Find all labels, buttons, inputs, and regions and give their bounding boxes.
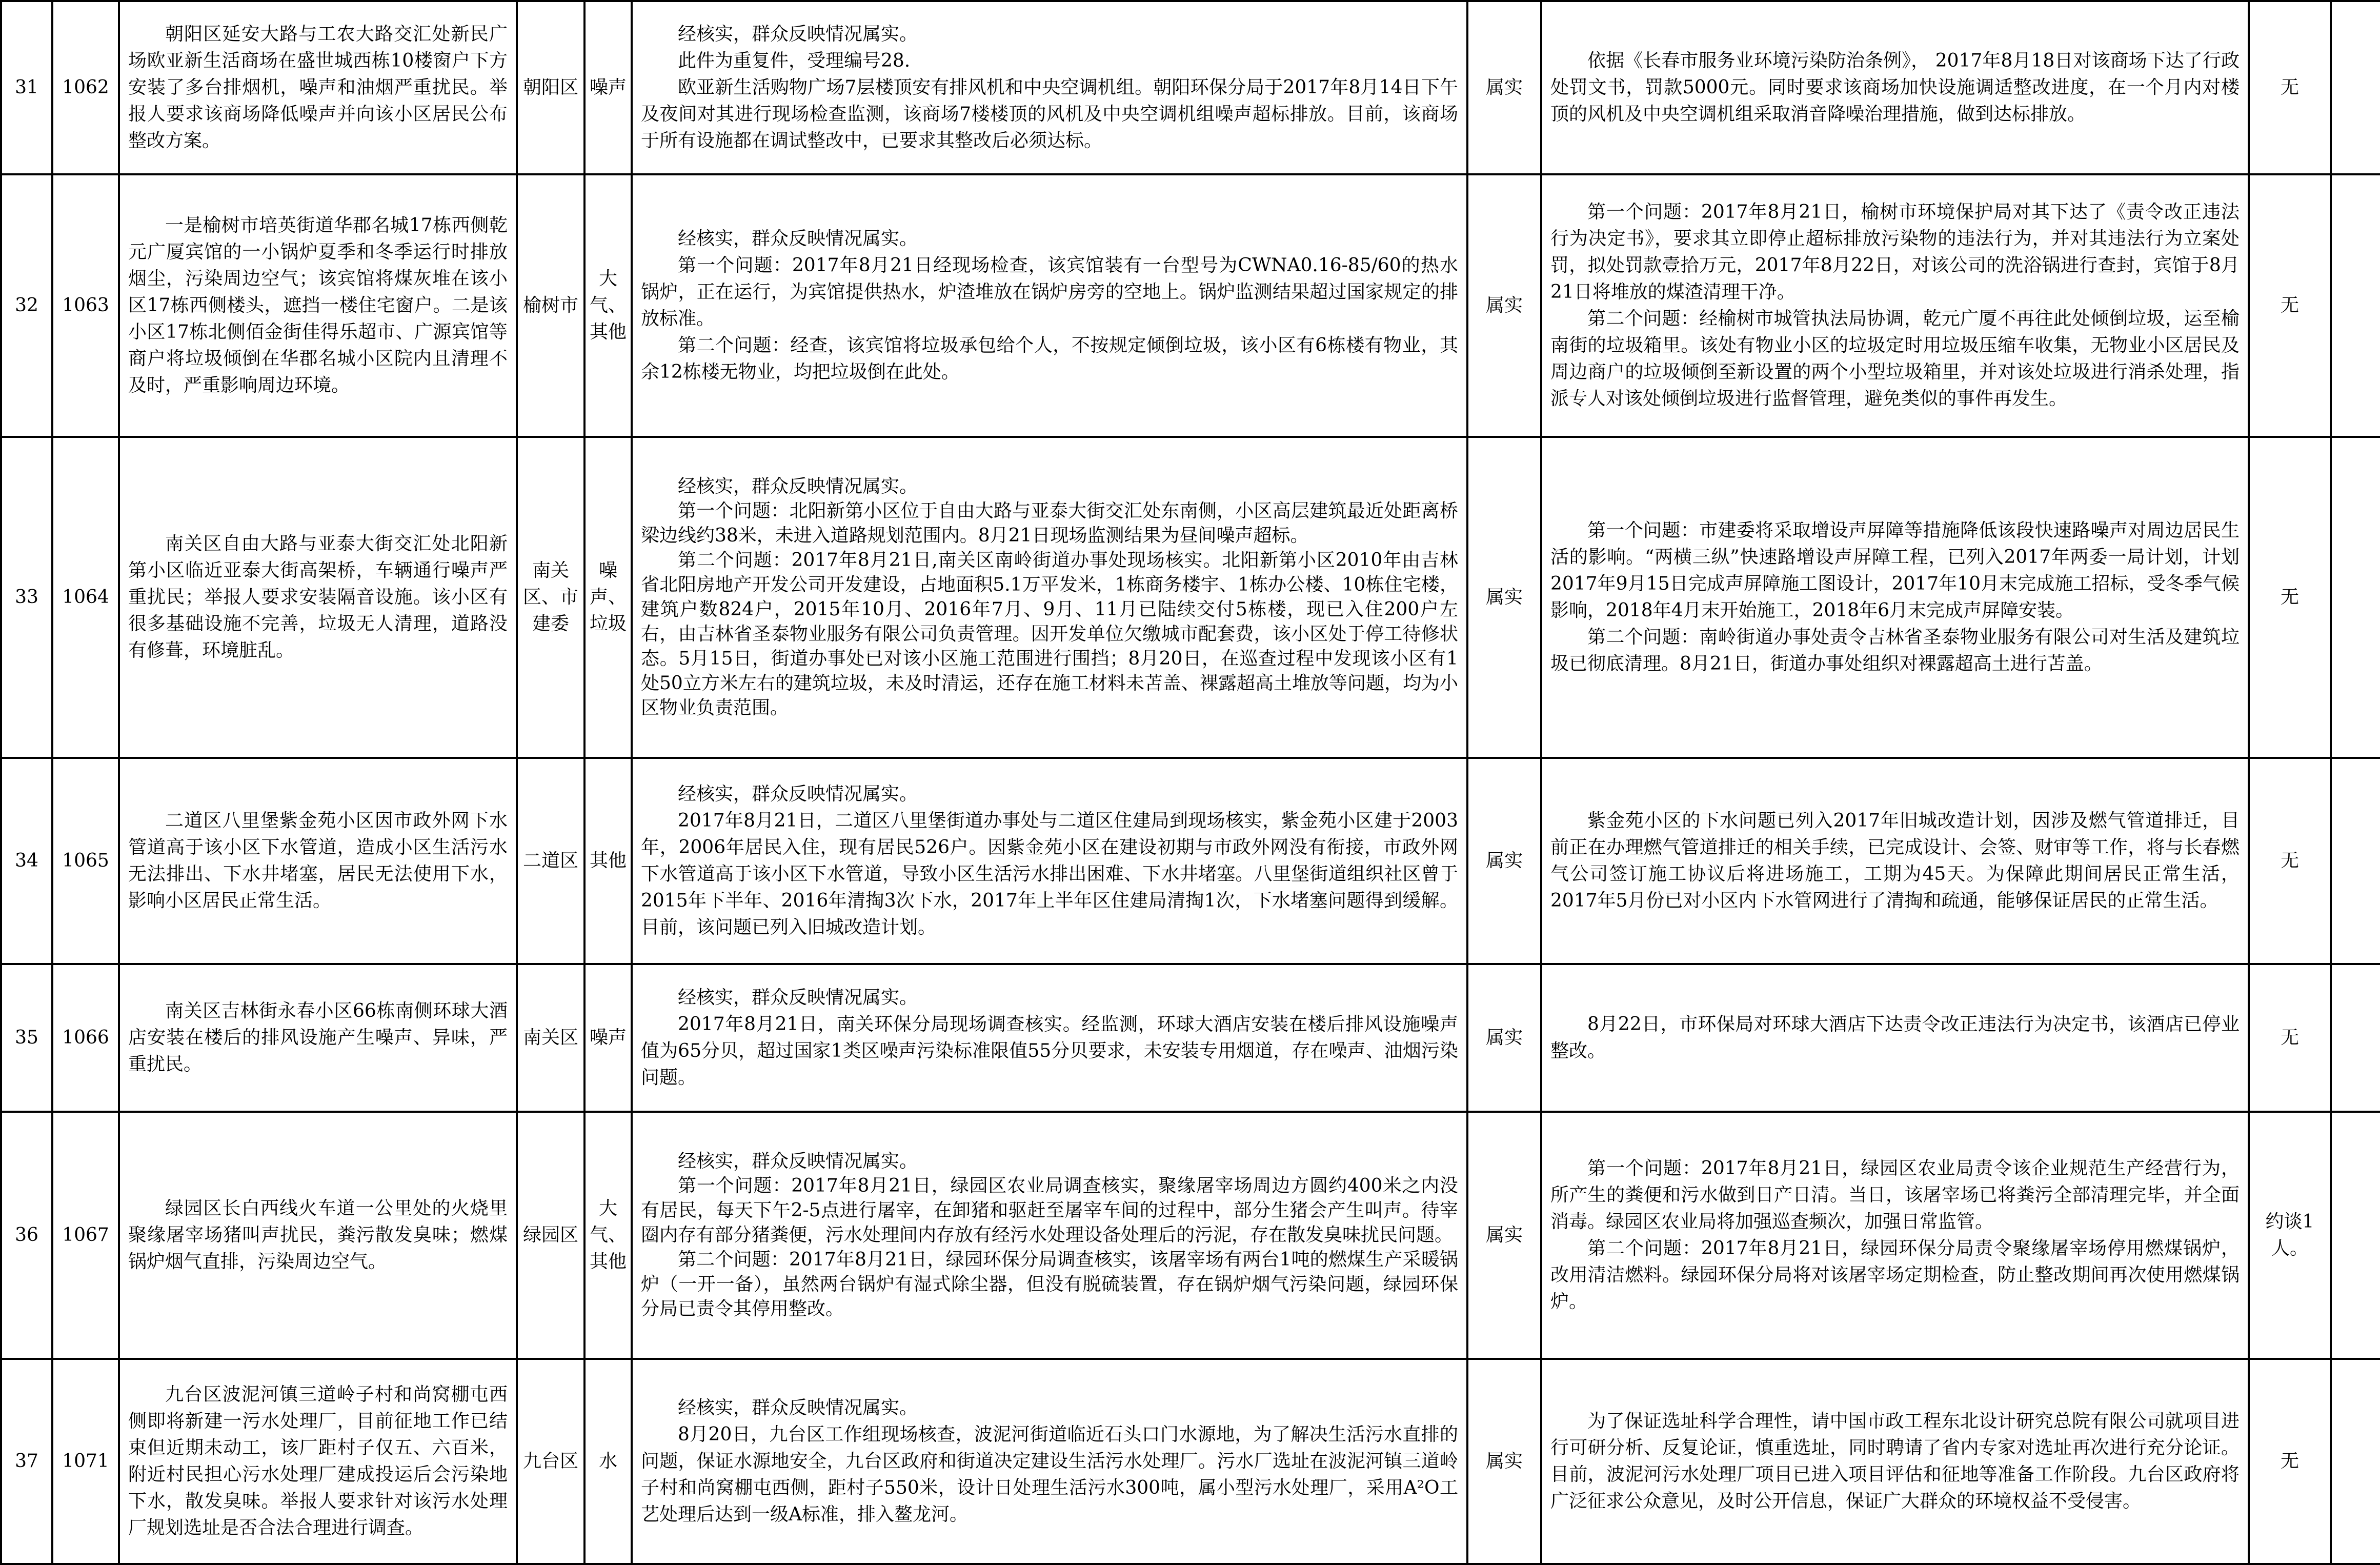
handling-text: 第一个问题：2017年8月21日，榆树市环境保护局对其下达了《责令改正违法行为决定书》，要求其立即停止超标排放污染物的违法行为，并对其违法行为立案处罚，拟处罚款壹拾万元，2017年8月22日，对该公司的洗浴锅进行查封，宾馆于8月21日将堆放的煤渣清理干净。: [1550, 202, 2240, 303]
handling-cell: [1541, 1, 2249, 174]
findings-cell: [632, 1112, 1467, 1359]
type-cell: 噪声: [584, 1, 632, 174]
seq-cell: 35: [1, 964, 52, 1112]
findings-text: 经核实，群众反映情况属实。: [678, 24, 918, 45]
findings-text: 欧亚新生活购物广场7层楼顶安有排风机和中央空调机组。朝阳环保分局于2017年8月14日下午及夜间对其进行现场检查监测，该商场7楼楼顶的风机及中央空调机组噪声超标排放。目前，该商场于所有设施都在调试整改中，已要求其整改后必须达标。: [641, 77, 1458, 151]
handling-text: 紫金苑小区的下水问题已列入2017年旧城改造计划，因涉及燃气管道排迁，目前正在办理燃气管道排迁的相关手续，已完成设计、会签、财审等工作，将与长春燃气公司签订施工协议后将进场施工，工期为45天。为保障此期间居民正常生活，2017年5月份已对小区内下水管网进行了清掏和疏通，能够保证居民的正常生活。: [1550, 810, 2240, 911]
blank-cell: [2331, 964, 2380, 1112]
complaint-cell: [119, 1359, 517, 1564]
findings-text: 经核实，群众反映情况属实。: [678, 1151, 918, 1172]
complaint-text: 二道区八里堡紫金苑小区因市政外网下水管道高于该小区下水管道，造成小区生活污水无法排出、下水井堵塞，居民无法使用下水，影响小区居民正常生活。: [128, 810, 508, 911]
findings-cell: [632, 964, 1467, 1112]
findings-text: 第二个问题：2017年8月21日,南关区南岭街道办事处现场核实。北阳新第小区2010年由吉林省北阳房地产开发公司开发建设，占地面积5.1万平发米，1栋商务楼宇、1栋办公楼、10栋住宅楼，建筑户数824户，2015年10月、2016年7月、9月、11月已陆续交付5栋楼，现已入住200户左右，由吉林省圣泰物业服务有限公司负责管理。因开发单位欠缴城市配套费，该小区处于停工待修状态。5月15日，街道办事处已对该小区施工范围进行围挡；8月20日，在巡查过程中发现该小区有1处50立方米左右的建筑垃圾，未及时清运，还存在施工材料未苫盖、裸露超高土堆放等问题，均为小区物业负责范围。: [641, 550, 1458, 718]
district-cell: 南关区、市建委: [517, 437, 584, 758]
handling-text: 8月22日，市环保局对环球大酒店下达责令改正违法行为决定书，该酒店已停业整改。: [1550, 1014, 2240, 1061]
complaint-text: 一是榆树市培英街道华郡名城17栋西侧乾元广厦宾馆的一小锅炉夏季和冬季运行时排放烟尘，污染周边空气；该宾馆将煤灰堆在该小区17栋西侧楼头，遮挡一楼住宅窗户。二是该小区17栋北侧佰金街佳得乐超市、广源宾馆等商户将垃圾倾倒在华郡名城小区院内且清理不及时，严重影响周边环境。: [128, 215, 508, 396]
handling-text: 为了保证选址科学合理性，请中国市政工程东北设计研究总院有限公司就项目进行可研分析、反复论证，慎重选址，同时聘请了省内专家对选址再次进行充分论证。目前，波泥河污水处理厂项目已进入项目评估和征地等准备工作阶段。九台区政府将广泛征求公众意见，及时公开信息，保证广大群众的环境权益不受侵害。: [1550, 1411, 2240, 1512]
seq-cell: 33: [1, 437, 52, 758]
district-cell: 九台区: [517, 1359, 584, 1564]
handling-cell: [1541, 1359, 2249, 1564]
accountability-cell: 无: [2249, 174, 2331, 437]
table-row: [1, 1, 2380, 174]
handling-text: 第二个问题：2017年8月21日，绿园环保分局责令聚缘屠宰场停用燃煤锅炉，改用清洁燃料。绿园环保分局将对该屠宰场定期检查，防止整改期间再次使用燃煤锅炉。: [1550, 1238, 2240, 1312]
findings-cell: [632, 1, 1467, 174]
table-row: [1, 964, 2380, 1112]
id-cell: 1066: [52, 964, 119, 1112]
table-row: [1, 437, 2380, 758]
findings-text: 经核实，群众反映情况属实。: [678, 1397, 918, 1418]
district-cell: 绿园区: [517, 1112, 584, 1359]
findings-text: 第二个问题：经查，该宾馆将垃圾承包给个人，不按规定倾倒垃圾，该小区有6栋楼有物业，其余12栋楼无物业，均把垃圾倒在此处。: [641, 335, 1458, 383]
findings-cell: [632, 758, 1467, 964]
findings-text: 经核实，群众反映情况属实。: [678, 476, 918, 497]
findings-text: 经核实，群众反映情况属实。: [678, 784, 918, 805]
findings-text: 第一个问题：2017年8月21日经现场检查，该宾馆装有一台型号为CWNA0.16-85/60的热水锅炉，正在运行，为宾馆提供热水，炉渣堆放在锅炉房旁的空地上。锅炉监测结果超过国家规定的排放标准。: [641, 255, 1458, 329]
verdict-cell: 属实: [1467, 1112, 1541, 1359]
id-cell: 1065: [52, 758, 119, 964]
complaint-cell: [119, 758, 517, 964]
findings-text: 第一个问题：2017年8月21日，绿园区农业局调查核实，聚缘屠宰场周边方圆约400米之内没有居民，每天下午2-5点进行屠宰，在卸猪和驱赶至屠宰车间的过程中，部分生猪会产生叫声。待宰圈内存有部分猪粪便，污水处理间内存放有经污水处理设备处理后的污泥，存在散发臭味扰民问题。: [641, 1175, 1458, 1246]
blank-cell: [2331, 1112, 2380, 1359]
seq-cell: 34: [1, 758, 52, 964]
verdict-cell: 属实: [1467, 437, 1541, 758]
handling-cell: [1541, 437, 2249, 758]
handling-text: 第一个问题：2017年8月21日，绿园区农业局责令该企业规范生产经营行为，所产生的粪便和污水做到日产日清。当日，该屠宰场已将粪污全部清理完毕，并全面消毒。绿园区农业局将加强巡查频次，加强日常监管。: [1550, 1158, 2240, 1232]
handling-text: 第二个问题：南岭街道办事处责令吉林省圣泰物业服务有限公司对生活及建筑垃圾已彻底清理。8月21日，街道办事处组织对裸露超高土进行苫盖。: [1550, 627, 2240, 674]
table-row: [1, 758, 2380, 964]
blank-cell: [2331, 437, 2380, 758]
findings-text: 经核实，群众反映情况属实。: [678, 228, 918, 249]
complaint-cell: [119, 1112, 517, 1359]
handling-cell: [1541, 964, 2249, 1112]
type-cell: 大气、其他: [584, 174, 632, 437]
complaint-text: 南关区自由大路与亚泰大街交汇处北阳新第小区临近亚泰大街高架桥，车辆通行噪声严重扰民；举报人要求安装隔音设施。该小区有很多基础设施不完善，垃圾无人清理，道路没有修葺，环境脏乱。: [128, 533, 508, 661]
table-row: [1, 174, 2380, 437]
complaint-cell: [119, 174, 517, 437]
table-row: [1, 1112, 2380, 1359]
accountability-cell: 无: [2249, 964, 2331, 1112]
findings-text: 此件为重复件，受理编号28.: [678, 50, 911, 71]
handling-cell: [1541, 758, 2249, 964]
findings-text: 经核实，群众反映情况属实。: [678, 987, 918, 1008]
findings-text: 8月20日，九台区工作组现场核查，波泥河街道临近石头口门水源地，为了解决生活污水直排的问题，保证水源地安全，九台区政府和街道决定建设生活污水处理厂。污水厂选址在波泥河镇三道岭子村和尚窝棚屯西侧，距村子550米，设计日处理生活污水300吨，属小型污水处理厂，采用A²O工艺处理后达到一级A标准，排入鳌龙河。: [641, 1424, 1458, 1525]
handling-text: 第二个问题：经榆树市城管执法局协调，乾元广厦不再往此处倾倒垃圾，运至榆南街的垃圾箱里。该处有物业小区的垃圾定时用垃圾压缩车收集，无物业小区居民及周边商户的垃圾倾倒至新设置的两个小型垃圾箱里，并对该处垃圾进行消杀处理，指派专人对该处倾倒垃圾进行监督管理，避免类似的事件再发生。: [1550, 308, 2240, 409]
handling-cell: [1541, 174, 2249, 437]
blank-cell: [2331, 1359, 2380, 1564]
complaint-text: 朝阳区延安大路与工农大路交汇处新民广场欧亚新生活商场在盛世城西栋10楼窗户下方安装了多台排烟机，噪声和油烟严重扰民。举报人要求该商场降低噪声并向该小区居民公布整改方案。: [128, 24, 508, 151]
complaint-text: 绿园区长白西线火车道一公里处的火烧里聚缘屠宰场猪叫声扰民，粪污散发臭味；燃煤锅炉烟气直排，污染周边空气。: [128, 1198, 508, 1272]
findings-text: 2017年8月21日，二道区八里堡街道办事处与二道区住建局到现场核实，紫金苑小区建于2003年，2006年居民入住，现有居民526户。因紫金苑小区在建设初期与市政外网没有衔接，市政外网下水管道高于该小区下水管道，导致小区生活污水排出困难、下水井堵塞。八里堡街道组织社区曾于2015年下半年、2016年清掏3次下水，2017年上半年区住建局清掏1次，下水堵塞问题得到缓解。目前，该问题已列入旧城改造计划。: [641, 810, 1458, 938]
accountability-cell: 无: [2249, 1, 2331, 174]
seq-cell: 36: [1, 1112, 52, 1359]
district-cell: 南关区: [517, 964, 584, 1112]
findings-text: 2017年8月21日，南关环保分局现场调查核实。经监测，环球大酒店安装在楼后排风设施噪声值为65分贝，超过国家1类区噪声污染标准限值55分贝要求，未安装专用烟道，存在噪声、油烟污染问题。: [641, 1014, 1458, 1088]
complaint-cell: [119, 964, 517, 1112]
table-body: [1, 1, 2380, 1564]
handling-text: 第一个问题：市建委将采取增设声屏障等措施降低该段快速路噪声对周边居民生活的影响。“两横三纵”快速路增设声屏障工程，已列入2017年两委一局计划，计划2017年9月15日完成声屏障施工图设计，2017年10月末完成施工招标，受冬季气候影响，2018年4月末开始施工，2018年6月末完成声屏障安装。: [1550, 520, 2240, 621]
accountability-cell: 无: [2249, 437, 2331, 758]
seq-cell: 37: [1, 1359, 52, 1564]
type-cell: 噪声: [584, 964, 632, 1112]
verdict-cell: 属实: [1467, 1359, 1541, 1564]
id-cell: 1064: [52, 437, 119, 758]
complaint-text: 南关区吉林街永春小区66栋南侧环球大酒店安装在楼后的排风设施产生噪声、异味，严重扰民。: [128, 1000, 508, 1075]
blank-cell: [2331, 174, 2380, 437]
district-cell: 二道区: [517, 758, 584, 964]
district-cell: 榆树市: [517, 174, 584, 437]
blank-cell: [2331, 1, 2380, 174]
blank-cell: [2331, 758, 2380, 964]
complaint-cell: [119, 1, 517, 174]
verdict-cell: 属实: [1467, 964, 1541, 1112]
type-cell: 水: [584, 1359, 632, 1564]
verdict-cell: 属实: [1467, 1, 1541, 174]
findings-cell: [632, 174, 1467, 437]
verdict-cell: 属实: [1467, 758, 1541, 964]
findings-text: 第二个问题：2017年8月21日，绿园环保分局调查核实，该屠宰场有两台1吨的燃煤生产采暖锅炉（一开一备），虽然两台锅炉有湿式除尘器，但没有脱硫装置，存在锅炉烟气污染问题，绿园环保分局已责令其停用整改。: [641, 1249, 1458, 1319]
handling-cell: [1541, 1112, 2249, 1359]
seq-cell: 32: [1, 174, 52, 437]
id-cell: 1062: [52, 1, 119, 174]
table-row: [1, 1359, 2380, 1564]
id-cell: 1063: [52, 174, 119, 437]
findings-cell: [632, 1359, 1467, 1564]
type-cell: 噪声、垃圾: [584, 437, 632, 758]
accountability-cell: 无: [2249, 1359, 2331, 1564]
district-cell: 朝阳区: [517, 1, 584, 174]
findings-text: 第一个问题：北阳新第小区位于自由大路与亚泰大街交汇处东南侧，小区高层建筑最近处距离桥梁边线约38米，未进入道路规划范围内。8月21日现场监测结果为昼间噪声超标。: [641, 500, 1458, 546]
id-cell: 1071: [52, 1359, 119, 1564]
accountability-cell: 无: [2249, 758, 2331, 964]
findings-cell: [632, 437, 1467, 758]
seq-cell: 31: [1, 1, 52, 174]
type-cell: 其他: [584, 758, 632, 964]
type-cell: 大气、其他: [584, 1112, 632, 1359]
handling-text: 依据《长春市服务业环境污染防治条例》， 2017年8月18日对该商场下达了行政处罚文书，罚款5000元。同时要求该商场加快设施调适整改进度，在一个月内对楼顶的风机及中央空调机组采取消音降噪治理措施，做到达标排放。: [1550, 50, 2240, 125]
verdict-cell: 属实: [1467, 174, 1541, 437]
complaint-text: 九台区波泥河镇三道岭子村和尚窝棚屯西侧即将新建一污水处理厂，目前征地工作已结束但近期未动工，该厂距村子仅五、六百米，附近村民担心污水处理厂建成投运后会污染地下水，散发臭味。举报人要求针对该污水处理厂规划选址是否合法合理进行调查。: [128, 1384, 508, 1538]
id-cell: 1067: [52, 1112, 119, 1359]
accountability-cell: 约谈1人。: [2249, 1112, 2331, 1359]
complaint-cell: [119, 437, 517, 758]
